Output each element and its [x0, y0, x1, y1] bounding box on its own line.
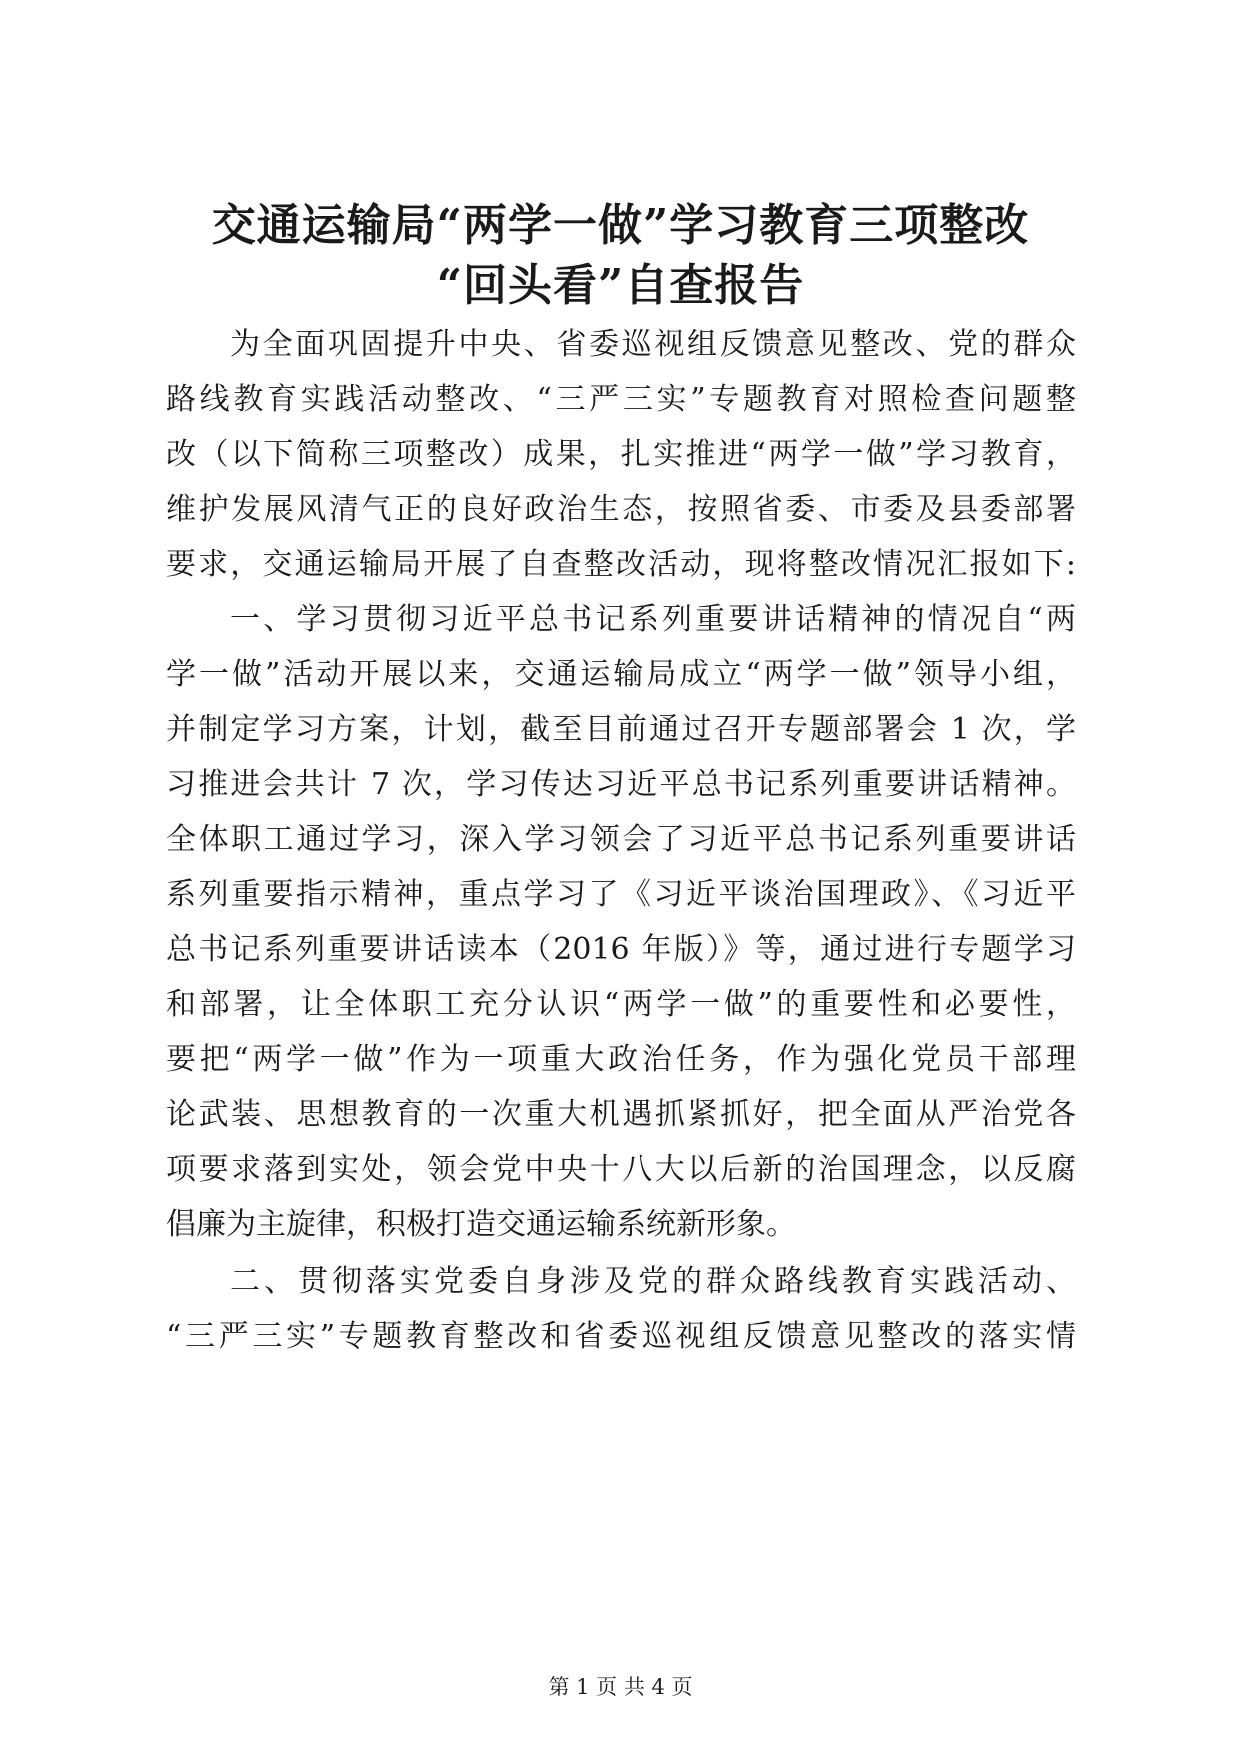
body-line: 要把“两学一做”作为一项重大政治任务，作为强化党员干部理 — [166, 1042, 1076, 1077]
body-line: 改（以下简称三项整改）成果，扎实推进“两学一做”学习教育， — [166, 437, 1076, 472]
body-line: 倡廉为主旋律，积极打造交通运输系统新形象。 — [166, 1207, 796, 1242]
body-line: 论武装、思想教育的一次重大机遇抓紧抓好，把全面从严治党各 — [166, 1097, 1076, 1132]
body-line: 并制定学习方案，计划，截至目前通过召开专题部署会 1 次，学 — [166, 712, 1076, 747]
document-title-line-2: “回头看”自查报告 — [436, 260, 805, 311]
body-line: 路线教育实践活动整改、“三严三实”专题教育对照检查问题整 — [166, 382, 1076, 417]
body-line: 学一做”活动开展以来，交通运输局成立“两学一做”领导小组， — [166, 657, 1076, 692]
body-line: “三严三实”专题教育整改和省委巡视组反馈意见整改的落实情 — [166, 1319, 1076, 1354]
body-line: 习推进会共计 7 次，学习传达习近平总书记系列重要讲话精神。 — [166, 767, 1076, 802]
body-line: 二、贯彻落实党委自身涉及党的群众路线教育实践活动、 — [230, 1264, 1076, 1299]
body-line: 项要求落到实处，领会党中央十八大以后新的治国理念，以反腐 — [166, 1152, 1076, 1187]
body-line: 系列重要指示精神，重点学习了《习近平谈治国理政》、《习近平 — [166, 877, 1076, 912]
page-number-footer: 第 1 页 共 4 页 — [548, 1675, 693, 1699]
document-title-line-1: 交通运输局“两学一做”学习教育三项整改 — [211, 200, 1030, 251]
body-line: 和部署，让全体职工充分认识“两学一做”的重要性和必要性， — [166, 987, 1076, 1022]
body-line: 一、学习贯彻习近平总书记系列重要讲话精神的情况自“两 — [230, 602, 1076, 637]
body-line: 总书记系列重要讲话读本（2016 年版）》等，通过进行专题学习 — [166, 932, 1076, 967]
body-line: 为全面巩固提升中央、省委巡视组反馈意见整改、党的群众 — [230, 327, 1076, 362]
body-line: 维护发展风清气正的良好政治生态，按照省委、市委及县委部署 — [166, 492, 1076, 527]
body-line: 要求，交通运输局开展了自查整改活动，现将整改情况汇报如下: — [166, 547, 1076, 582]
body-line: 全体职工通过学习，深入学习领会了习近平总书记系列重要讲话 — [166, 822, 1076, 857]
